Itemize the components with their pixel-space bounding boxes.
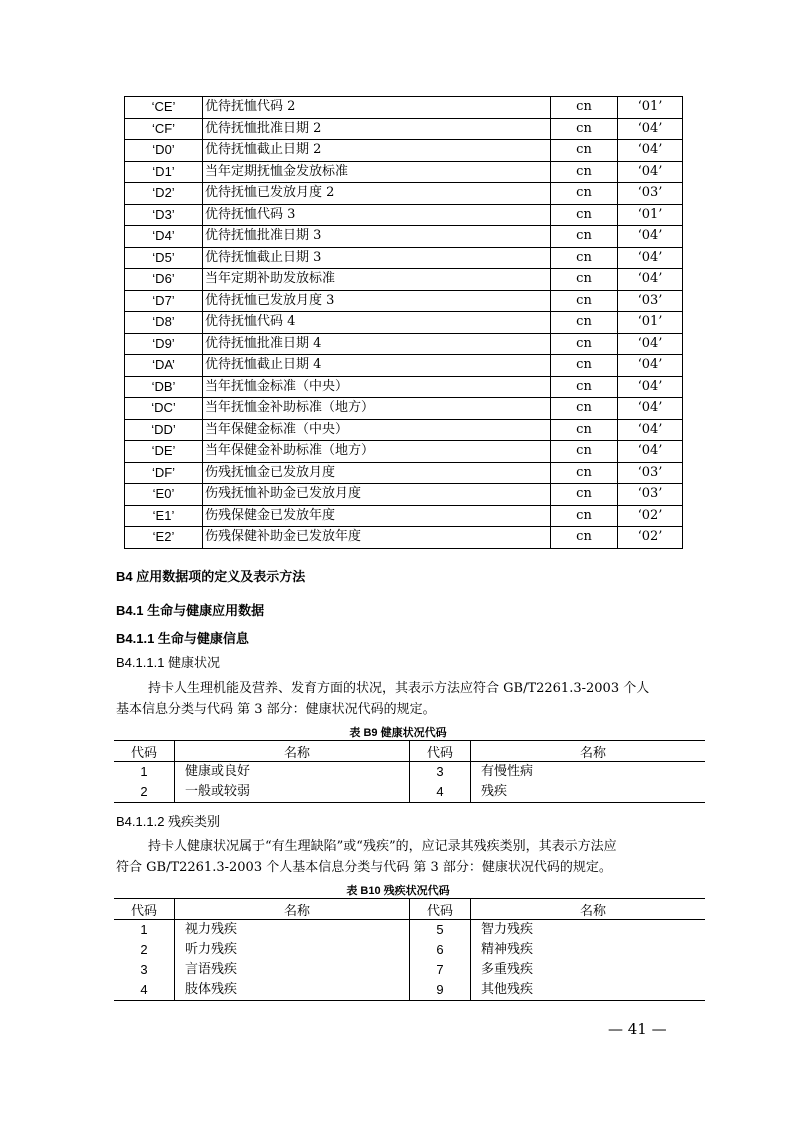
tag-cell: ‘DE’: [125, 441, 203, 463]
code-cell: 4: [114, 980, 175, 1001]
format-cell: cn: [551, 290, 618, 312]
code-cell: 3: [410, 762, 471, 783]
length-cell: ‘02’: [618, 505, 683, 527]
paragraph-disability-line1: 持卡人健康状况属于“有生理缺陷”或“残疾”的，应记录其残疾类别，其表示方法应: [148, 839, 617, 854]
table-row: [114, 762, 705, 783]
header-name: 名称: [175, 899, 410, 920]
length-cell: ‘04’: [618, 355, 683, 377]
table-row: [125, 97, 683, 119]
name-cell: 当年抚恤金补助标准（地方）: [203, 398, 551, 420]
tag-cell: ‘E1’: [125, 505, 203, 527]
tag-cell: ‘D3’: [125, 204, 203, 226]
tag-cell: ‘D6’: [125, 269, 203, 291]
header-name: 名称: [471, 899, 706, 920]
format-cell: cn: [551, 226, 618, 248]
name-cell: 优待抚恤代码 2: [203, 97, 551, 119]
format-cell: cn: [551, 97, 618, 119]
length-cell: ‘01’: [618, 204, 683, 226]
table-row: [125, 484, 683, 506]
format-cell: cn: [551, 333, 618, 355]
table-row: [125, 269, 683, 291]
length-cell: ‘04’: [618, 441, 683, 463]
table-row: [114, 920, 705, 941]
name-cell: 优待抚恤批准日期 4: [203, 333, 551, 355]
format-cell: cn: [551, 312, 618, 334]
length-cell: ‘04’: [618, 247, 683, 269]
name-cell: 多重残疾: [481, 962, 534, 977]
length-cell: ‘04’: [618, 269, 683, 291]
name-cell: 优待抚恤截止日期 2: [203, 140, 551, 162]
name-cell: 精神残疾: [481, 942, 534, 957]
name-cell: 优待抚恤代码 4: [203, 312, 551, 334]
name-cell: 优待抚恤批准日期 2: [203, 118, 551, 140]
format-cell: cn: [551, 269, 618, 291]
length-cell: ‘04’: [618, 140, 683, 162]
name-cell: 伤残抚恤补助金已发放月度: [203, 484, 551, 506]
table-row: [114, 782, 705, 803]
name-cell: 当年保健金补助标准（地方）: [203, 441, 551, 463]
code-cell: 2: [114, 940, 175, 960]
table-row: [125, 398, 683, 420]
table-row: [125, 355, 683, 377]
tag-cell: ‘D5’: [125, 247, 203, 269]
page-number: — 41 —: [608, 1020, 667, 1038]
name-cell: 一般或较弱: [175, 782, 410, 803]
table-row: [125, 204, 683, 226]
code-cell: 1: [114, 920, 175, 941]
format-cell: cn: [551, 247, 618, 269]
name-cell: 肢体残疾: [175, 980, 410, 1001]
name-cell: 智力残疾: [481, 922, 534, 937]
table-row: [125, 462, 683, 484]
code-cell: 4: [410, 782, 471, 803]
header-code: 代码: [114, 899, 175, 920]
name-cell: 优待抚恤截止日期 3: [203, 247, 551, 269]
header-code: 代码: [114, 741, 175, 762]
table-row: [114, 940, 705, 960]
name-cell: 听力残疾: [175, 940, 410, 960]
tag-cell: ‘D7’: [125, 290, 203, 312]
health-status-code-table: [114, 740, 705, 803]
code-cell: 5: [410, 920, 471, 941]
name-cell: 伤残保健补助金已发放年度: [203, 527, 551, 549]
code-cell: 2: [114, 782, 175, 803]
table-row: [125, 505, 683, 527]
name-cell: 当年定期补助发放标准: [203, 269, 551, 291]
table-row: [125, 161, 683, 183]
table-row: [125, 419, 683, 441]
format-cell: cn: [551, 398, 618, 420]
section-heading-b4-1: B4.1 生命与健康应用数据: [116, 603, 265, 618]
tag-cell: ‘DA’: [125, 355, 203, 377]
length-cell: ‘03’: [618, 290, 683, 312]
format-cell: cn: [551, 161, 618, 183]
table-row: [114, 960, 705, 980]
header-code: 代码: [410, 899, 471, 920]
name-cell: 残疾: [471, 782, 706, 803]
name-cell: 优待抚恤已发放月度 3: [203, 290, 551, 312]
length-cell: ‘04’: [618, 333, 683, 355]
code-cell: 7: [410, 960, 471, 980]
name-cell: 有慢性病: [481, 764, 534, 779]
header-code: 代码: [410, 741, 471, 762]
name-cell: 其他残疾: [471, 980, 706, 1001]
name-cell: 优待抚恤批准日期 3: [203, 226, 551, 248]
name-cell: 优待抚恤截止日期 4: [203, 355, 551, 377]
tag-cell: ‘D2’: [125, 183, 203, 205]
format-cell: cn: [551, 118, 618, 140]
format-cell: cn: [551, 484, 618, 506]
table-row: [125, 183, 683, 205]
tag-cell: ‘DC’: [125, 398, 203, 420]
name-cell: 视力残疾: [175, 920, 410, 941]
tag-cell: ‘D0’: [125, 140, 203, 162]
name-cell: 伤残抚恤金已发放月度: [203, 462, 551, 484]
format-cell: cn: [551, 204, 618, 226]
subsection-heading-disability-type: B4.1.1.2 残疾类别: [116, 814, 221, 829]
name-cell: 当年抚恤金标准（中央）: [203, 376, 551, 398]
format-cell: cn: [551, 441, 618, 463]
name-cell: 优待抚恤代码 3: [203, 204, 551, 226]
tag-cell: ‘E2’: [125, 527, 203, 549]
tag-cell: ‘DB’: [125, 376, 203, 398]
tag-cell: ‘CF’: [125, 118, 203, 140]
format-cell: cn: [551, 183, 618, 205]
length-cell: ‘03’: [618, 183, 683, 205]
length-cell: ‘03’: [618, 462, 683, 484]
table-b10-caption: 表 B10 残疾状况代码: [346, 885, 450, 897]
table-row: [125, 333, 683, 355]
format-cell: cn: [551, 527, 618, 549]
name-cell: 伤残保健金已发放年度: [203, 505, 551, 527]
table-b9-caption: 表 B9 健康状况代码: [349, 727, 447, 739]
tag-cell: ‘DD’: [125, 419, 203, 441]
section-heading-b4-1-1: B4.1.1 生命与健康信息: [116, 631, 249, 646]
name-cell: 健康或良好: [175, 762, 410, 783]
tag-cell: ‘CE’: [125, 97, 203, 119]
name-cell: 当年定期抚恤金发放标准: [203, 161, 551, 183]
paragraph-health-status-line2: 基本信息分类与代码 第 3 部分：健康状况代码的规定。: [116, 702, 436, 717]
code-cell: 9: [410, 980, 471, 1001]
disability-code-table: [114, 898, 705, 1001]
paragraph-disability-line2: 符合 GB/T2261.3-2003 个人基本信息分类与代码 第 3 部分：健康状况代码的规定。: [116, 860, 612, 875]
length-cell: ‘03’: [618, 484, 683, 506]
length-cell: ‘04’: [618, 226, 683, 248]
length-cell: ‘04’: [618, 419, 683, 441]
header-name: 名称: [471, 741, 706, 762]
length-cell: ‘01’: [618, 312, 683, 334]
table-row: [125, 290, 683, 312]
code-cell: 6: [410, 940, 471, 960]
format-cell: cn: [551, 419, 618, 441]
tag-cell: ‘D9’: [125, 333, 203, 355]
table-row: [125, 140, 683, 162]
table-row: [125, 441, 683, 463]
format-cell: cn: [551, 505, 618, 527]
format-cell: cn: [551, 140, 618, 162]
length-cell: ‘04’: [618, 161, 683, 183]
format-cell: cn: [551, 376, 618, 398]
tag-cell: ‘DF’: [125, 462, 203, 484]
section-heading-b4: B4 应用数据项的定义及表示方法: [116, 569, 306, 584]
format-cell: cn: [551, 355, 618, 377]
code-cell: 1: [114, 762, 175, 783]
tag-cell: ‘D4’: [125, 226, 203, 248]
header-name: 名称: [175, 741, 410, 762]
length-cell: ‘04’: [618, 398, 683, 420]
table-row: [125, 247, 683, 269]
table-row: [125, 312, 683, 334]
name-cell: 当年保健金标准（中央）: [203, 419, 551, 441]
format-cell: cn: [551, 462, 618, 484]
name-cell: 优待抚恤已发放月度 2: [203, 183, 551, 205]
table-row: [125, 226, 683, 248]
name-cell: 言语残疾: [175, 960, 410, 980]
length-cell: ‘04’: [618, 376, 683, 398]
table-row: [125, 376, 683, 398]
length-cell: ‘01’: [618, 97, 683, 119]
tag-cell: ‘D8’: [125, 312, 203, 334]
tag-cell: ‘E0’: [125, 484, 203, 506]
table-row: [125, 118, 683, 140]
data-item-table: [124, 96, 683, 549]
table-row: [125, 527, 683, 549]
paragraph-health-status-line1: 持卡人生理机能及营养、发育方面的状况，其表示方法应符合 GB/T2261.3-2003 个人: [148, 681, 650, 696]
tag-cell: ‘D1’: [125, 161, 203, 183]
length-cell: ‘04’: [618, 118, 683, 140]
code-cell: 3: [114, 960, 175, 980]
length-cell: ‘02’: [618, 527, 683, 549]
table-row: [114, 980, 705, 1001]
subsection-heading-health-status: B4.1.1.1 健康状况: [116, 655, 221, 670]
